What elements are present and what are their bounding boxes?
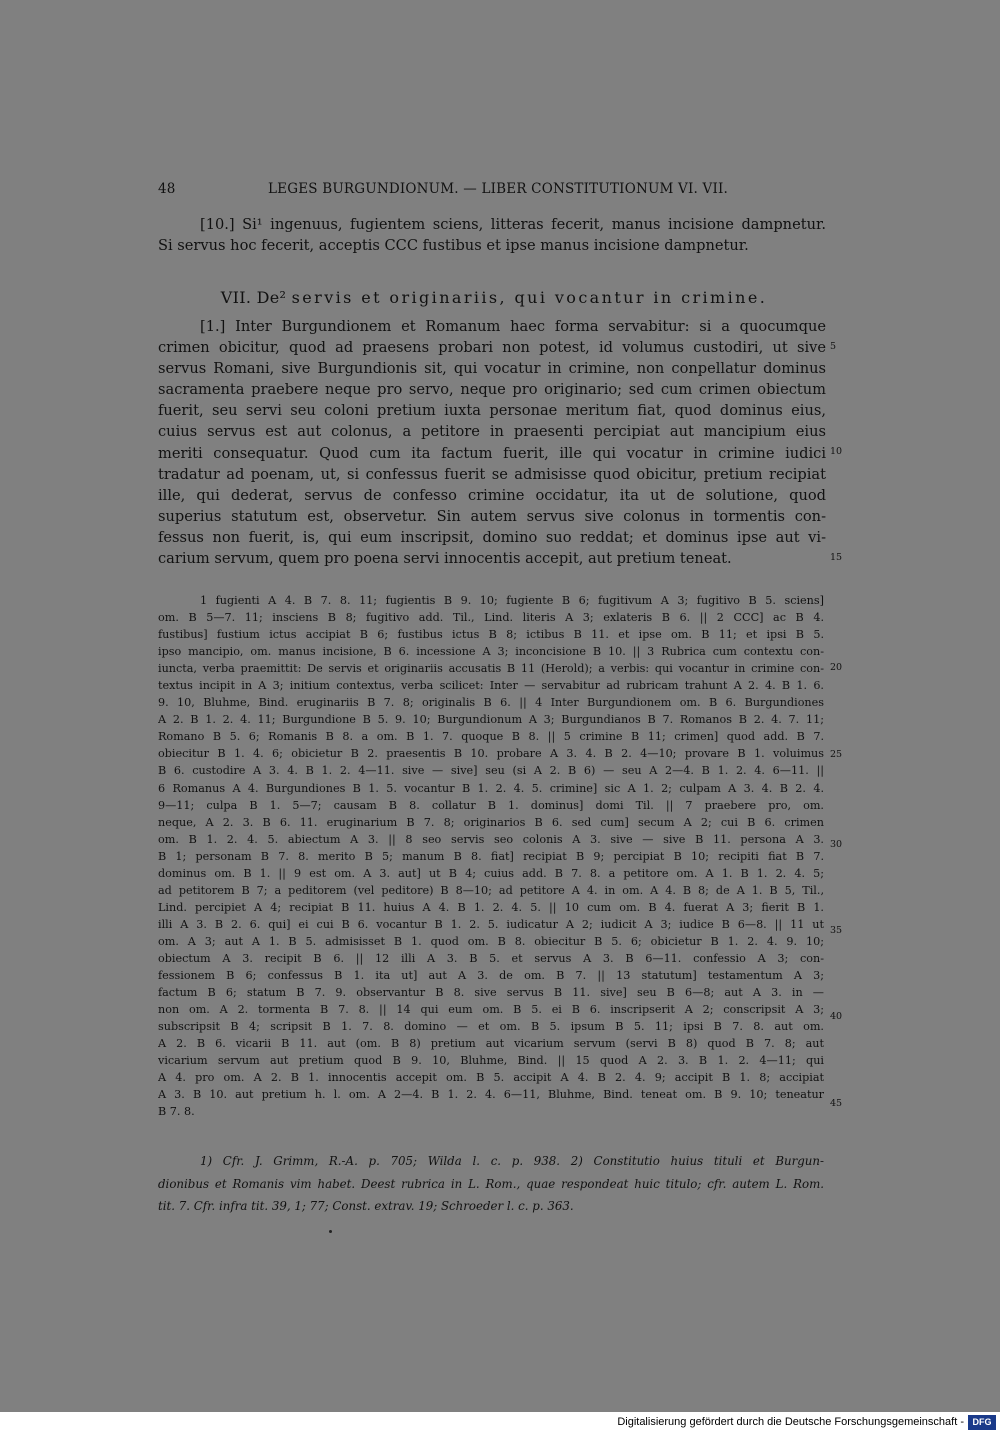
note-line: iuncta, verba praemittit: De servis et originariis accusatis B 11 (Herold); a verbis: qui vocantur in crimine con- [158,662,824,676]
section-title [158,288,830,307]
note-line: Romano B 5. 6; Romanis B 8. a om. B 1. 7. quoque B 8. || 5 crimine B 11; crimen] quod add. B 7. [158,730,824,744]
note-line: B 7. 8. [158,1105,195,1119]
note-line: A 2. B 1. 2. 4. 11; Burgundione B 5. 9. 10; Burgundionum A 3; Burgundianos B 7. Romanos B 2. 4. 7. 11; [158,713,824,727]
running-header [158,181,830,203]
line-number: 15 [830,552,843,563]
note-line: om. B 5—7. 11; insciens B 8; fugitivo add. Til., Lind. literis A 3; exlateris B 6. || 2 CCC] ac B 4. [158,611,824,625]
ink-speck [329,1230,332,1233]
line-number: 10 [830,446,843,457]
text-line: sacramenta praebere neque pro servo, neque pro originario; sed cum crimen obiectum [158,381,826,399]
text-line: [1.] Inter Burgundionem et Romanum haec forma servabitur: si a quocumque [200,318,826,335]
note-line: obiectum A 3. recipit B 6. || 12 illi A 3. B 5. et servus A 3. B 6—11. confessio A 3; con- [158,951,824,965]
text-line: meriti consequatur. Quod cum ita factum fuerit, ille qui vocatur in crimine iudici [158,444,826,462]
note-line: 1 fugienti A 4. B 7. 8. 11; fugientis B 9. 10; fugiente B 6; fugitivum A 3; fugitivo B 5. sciens] [200,594,824,607]
line-number: 5 [830,341,837,352]
note-line: ad petitorem B 7; a peditorem (vel peditore) B 8—10; ad petitore A 4. in om. A 4. B 8; de A 1. B 5, Til., [158,883,824,897]
page-number: 48 [158,181,176,197]
note-line: A 3. B 10. aut pretium h. l. om. A 2—4. B 1. 2. 4. 6—11, Bluhme, Bind. teneat om. B 9. 10; teneatur [158,1088,824,1102]
note-line: A 4. pro om. A 2. B 1. innocentis accepit om. B 5. accipit A 4. B 2. 4. 9; accipit B 1. 8; accipiat [158,1071,824,1085]
line-number: 25 [830,749,843,760]
footnotes [158,1150,824,1218]
text-line: Si servus hoc fecerit, acceptis CCC fustibus et ipse manus incisione dampnetur. [158,237,749,255]
text-line: fuerit, seu servi seu coloni pretium iuxta personae meritum fiat, quod dominus eius, [158,402,826,420]
note-line: 6 Romanus A 4. Burgundiones B 1. 5. vocantur B 1. 2. 4. 5. crimine] sic A 1. 2; culpam A 3. 4. B 2. 4. [158,781,824,795]
note-line: obiecitur B 1. 4. 6; obicietur B 2. praesentis B 10. probare A 3. 4. B 2. 4—10; provare B 1. voluimus [158,747,824,761]
note-line: Lind. percipiet A 4; recipiat B 11. huius A 4. B 1. 2. 4. 5. || 10 cum om. B 4. fuerat A 3; fierit B 1. [158,900,824,914]
text-line: carium servum, quem pro poena servi innocentis accepit, aut pretium teneat. [158,550,732,568]
note-line: subscripsit B 4; scripsit B 1. 7. 8. domino — et om. B 5. ipsum B 5. 11; ipsi B 7. 8. aut om. [158,1020,824,1034]
line-number: 35 [830,925,843,936]
text-line: crimen obicitur, quod ad praesens probari non potest, id volumus custodiri, ut sive [158,339,826,357]
footnote-line: tit. 7. Cfr. infra tit. 39, 1; 77; Const. extrav. 19; Schroeder l. c. p. 363. [158,1199,574,1213]
text-line: cuius servus est aut colonus, a petitore in praesenti percipiat aut mancipium eius [158,423,826,441]
note-line: textus incipit in A 3; initium contextus, verba scilicet: Inter — servabitur ad rubricam trahunt A 2. 4. B 1. 6. [158,679,824,693]
text-line: tradatur ad poenam, ut, si confessus fuerit se admisisse quod obicitur, pretium recipiat [158,465,826,483]
section-title-text: servis et originariis, qui vocantur in crimine. [291,288,768,307]
note-line: dominus om. B 1. || 9 est om. A 3. aut] ut B 4; cuius add. B 7. 8. a petitore om. A 1. B 1. 2. 4. 5; [158,866,824,880]
critical-apparatus [158,592,824,1120]
note-line: om. A 3; aut A 1. B 5. admisisset B 1. quod om. B 8. obiecitur B 5. 6; obicietur B 1. 2. 4. 9. 10; [158,934,824,948]
paragraph-1 [158,316,826,569]
footnote-line: 1) Cfr. J. Grimm, R.-A. p. 705; Wilda l. c. p. 938. 2) Constitutio huius tituli et Burgun- [200,1154,824,1168]
line-number: 30 [830,839,843,850]
note-line: om. B 1. 2. 4. 5. abiectum A 3. || 8 seo servis seo colonis A 3. sive — sive B 11. persona A 3. [158,832,824,846]
text-line: ille, qui dederat, servus de confesso crimine occidatur, ita ut de solutione, quod [158,486,826,504]
note-line: vicarium servum aut pretium quod B 9. 10, Bluhme, Bind. || 15 quod A 2. 3. B 1. 2. 4—11; qui [158,1054,824,1068]
note-line: 9—11; culpa B 1. 5—7; causam B 8. collatur B 1. dominus] domi Til. || 7 praebere pro, om. [158,798,824,812]
note-line: factum B 6; statum B 7. 9. observantur B 8. sive servus B 11. sive] seu B 6—8; aut A 3. in — [158,986,824,1000]
line-number: 20 [830,662,843,673]
footnote-line: dionibus et Romanis vim habet. Deest rubrica in L. Rom., quae respondeat huic titulo; cfr. autem L. Rom. [158,1176,824,1191]
line-number: 40 [830,1011,843,1022]
note-line: illi A 3. B 2. 6. qui] ei cui B 6. vocantur B 1. 2. 5. iudicatur A 2; iudicit A 3; iudice B 6—8. || 11 ut [158,917,824,931]
digitization-footer [0,1412,1000,1434]
text-line: fessus non fuerit, is, qui eum inscripsit, domino suo reddat; et dominus ipse aut vi- [158,528,826,546]
note-line: fessionem B 6; confessus B 1. ita ut] aut A 3. de om. B 7. || 13 statutum] testamentum A 3; [158,969,824,983]
text-line: superius statutum est, observetur. Sin autem servus sive colonus in tormentis con- [158,507,826,525]
note-line: A 2. B 6. vicarii B 11. aut (om. B 8) pretium aut vicarium servum (servi B 8) quod B 7. 8; aut [158,1037,824,1051]
section-title-prefix: VII. De² [220,288,287,307]
funding-credit: Digitalisierung gefördert durch die Deutsche Forschungsgemeinschaft - [617,1416,964,1428]
note-line: non om. A 2. tormenta B 7. 8. || 14 qui eum om. B 5. ei B 6. inscripserit A 2; conscripsit A 3; [158,1003,824,1017]
note-line: fustibus] fustium ictus accipiat B 6; fustibus ictus B 8; ictibus B 11. et ipse om. B 11; et ipsi B 5. [158,628,824,642]
note-line: 9. 10, Bluhme, Bind. eruginariis B 7. 8; originalis B 6. || 4 Inter Burgundionem om. B 6. Burgundiones [158,696,824,710]
paragraph-10 [158,214,826,256]
note-line: neque, A 2. 3. B 6. 11. eruginarium B 7. 8; originarios B 6. sed cum] secum A 2; cui B 6. crimen [158,815,824,829]
running-title: LEGES BURGUNDIONUM. — LIBER CONSTITUTIONUM VI. VII. [268,181,729,197]
text-line: servus Romani, sive Burgundionis sit, qui vocatur in crimine, non conpellatur dominus [158,360,826,378]
text-line: [10.] Si¹ ingenuus, fugientem sciens, litteras fecerit, manus incisione dampnetur. [200,216,826,233]
dfg-logo: DFG [968,1415,996,1430]
note-line: B 6. custodire A 3. 4. B 1. 2. 4—11. sive — sive] seu (si A 2. B 6) — seu A 2—4. B 1. 2. 4. 6—11. || [158,764,824,778]
line-number: 45 [830,1098,843,1109]
note-line: ipso mancipio, om. manus incisione, B 6. incessione A 3; inconcisione B 10. || 3 Rubrica cum contextu con- [158,645,824,659]
note-line: B 1; personam B 7. 8. merito B 5; manum B 8. fiat] recipiat B 9; percipiat B 10; recipiti fiat B 7. [158,849,824,863]
